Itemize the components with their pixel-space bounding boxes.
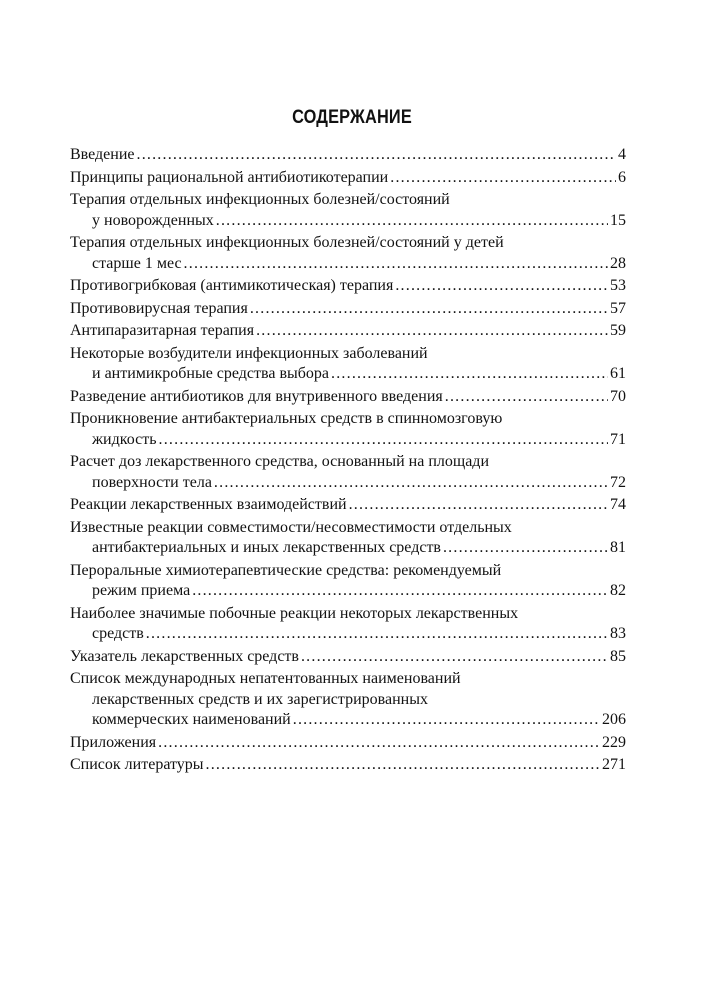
toc-page-number: 81: [610, 539, 626, 556]
toc-entry-title: Терапия отдельных инфекционных болезней/состояний: [70, 191, 450, 208]
toc-entry-title: Разведение антибиотиков для внутривенного введения: [70, 387, 443, 405]
toc-page-number: 59: [610, 322, 626, 339]
toc-entry-title: коммерческих наименований: [92, 711, 291, 728]
toc-entry[interactable]: [70, 233, 626, 274]
dot-leader: [250, 299, 608, 320]
toc-entry-title: Список международных непатентованных наименований: [70, 670, 461, 687]
toc-entry-title: Проникновение антибактериальных средств в спинномозговую: [70, 410, 503, 427]
toc-entry-title: режим приема: [92, 582, 191, 599]
table-of-contents: [70, 145, 626, 778]
toc-entry-title: Некоторые возбудители инфекционных заболеваний: [70, 344, 428, 362]
toc-page-number: 4: [618, 146, 626, 163]
toc-page-number: 53: [610, 277, 626, 294]
toc-entry-title: Реакции лекарственных взаимодействий: [70, 496, 347, 513]
dot-leader: [390, 168, 616, 189]
toc-entry[interactable]: [70, 168, 626, 189]
dot-leader: [216, 211, 608, 232]
toc-entry[interactable]: [70, 452, 626, 493]
toc-page-number: 271: [602, 756, 626, 773]
toc-entry[interactable]: [70, 495, 626, 516]
dot-leader: [158, 733, 600, 754]
page-title: СОДЕРЖАНИЕ: [292, 107, 412, 128]
toc-page-number: 83: [610, 625, 626, 642]
toc-page-number: 206: [602, 711, 626, 728]
toc-page-number: 70: [610, 387, 626, 405]
dot-leader: [214, 473, 608, 494]
toc-entry[interactable]: [70, 145, 626, 166]
dot-leader: [349, 495, 608, 516]
dot-leader: [256, 321, 608, 342]
toc-entry[interactable]: [70, 755, 626, 776]
toc-page-number: 71: [610, 430, 626, 448]
toc-entry-title: Список литературы: [70, 756, 204, 773]
dot-leader: [146, 624, 608, 645]
dot-leader: [395, 276, 608, 297]
toc-entry[interactable]: [70, 733, 626, 754]
toc-page-number: 57: [610, 299, 626, 317]
toc-entry[interactable]: [70, 561, 626, 602]
dot-leader: [206, 755, 600, 776]
toc-page-number: 229: [602, 733, 626, 751]
toc-entry-title: у новорожденных: [92, 211, 214, 229]
toc-entry[interactable]: [70, 387, 626, 408]
toc-entry-title: жидкость: [92, 430, 157, 448]
dot-leader: [159, 430, 608, 451]
toc-entry[interactable]: [70, 409, 626, 450]
toc-entry-title: Указатель лекарственных средств: [70, 647, 299, 665]
dot-leader: [331, 364, 608, 385]
toc-entry[interactable]: [70, 321, 626, 342]
toc-entry-title: Расчет доз лекарственного средства, основанный на площади: [70, 453, 489, 470]
toc-page-number: 74: [610, 496, 626, 513]
toc-entry[interactable]: [70, 344, 626, 385]
dot-leader: [445, 387, 608, 408]
toc-entry[interactable]: [70, 647, 626, 668]
toc-entry-title: Приложения: [70, 733, 157, 751]
toc-entry-title: антибактериальных и иных лекарственных средств: [92, 539, 441, 556]
toc-entry[interactable]: [70, 604, 626, 645]
toc-entry-title: старше 1 мес: [92, 254, 182, 272]
toc-entry[interactable]: [70, 518, 626, 559]
toc-entry[interactable]: [70, 190, 626, 231]
dot-leader: [293, 710, 600, 731]
toc-entry-title: и антимикробные средства выбора: [92, 365, 330, 382]
toc-page-number: 28: [610, 254, 626, 272]
toc-entry-title: лекарственных средств и их зарегистрированных: [92, 690, 428, 708]
toc-entry[interactable]: [70, 299, 626, 320]
toc-page-number: 82: [610, 582, 626, 599]
dot-leader: [184, 254, 608, 275]
toc-page-number: 15: [610, 211, 626, 229]
dot-leader: [301, 647, 608, 668]
toc-entry-title: Терапия отдельных инфекционных болезней/состояний у детей: [70, 234, 504, 251]
toc-entry-title: Противогрибковая (антимикотическая) терапия: [70, 277, 394, 294]
toc-page-number: 85: [610, 647, 626, 665]
dot-leader: [443, 538, 608, 559]
toc-page-number: 61: [610, 365, 626, 382]
toc-entry[interactable]: [70, 276, 626, 297]
toc-entry-title: Введение: [70, 146, 135, 163]
toc-page-number: 6: [618, 168, 626, 186]
toc-entry-title: Антипаразитарная терапия: [70, 322, 255, 339]
toc-page-number: 72: [610, 473, 626, 491]
toc-entry-title: Противовирусная терапия: [70, 299, 248, 317]
dot-leader: [137, 145, 617, 166]
toc-entry-title: Принципы рациональной антибиотикотерапии: [70, 168, 389, 186]
toc-entry-title: Наиболее значимые побочные реакции некоторых лекарственных: [70, 604, 519, 622]
toc-entry-title: Известные реакции совместимости/несовместимости отдельных: [70, 518, 512, 536]
toc-entry-title: Пероральные химиотерапевтические средства: рекомендуемый: [70, 561, 502, 579]
toc-entry[interactable]: [70, 669, 626, 731]
toc-entry-title: поверхности тела: [92, 473, 212, 491]
dot-leader: [192, 581, 608, 602]
toc-entry-title: средств: [92, 625, 144, 642]
